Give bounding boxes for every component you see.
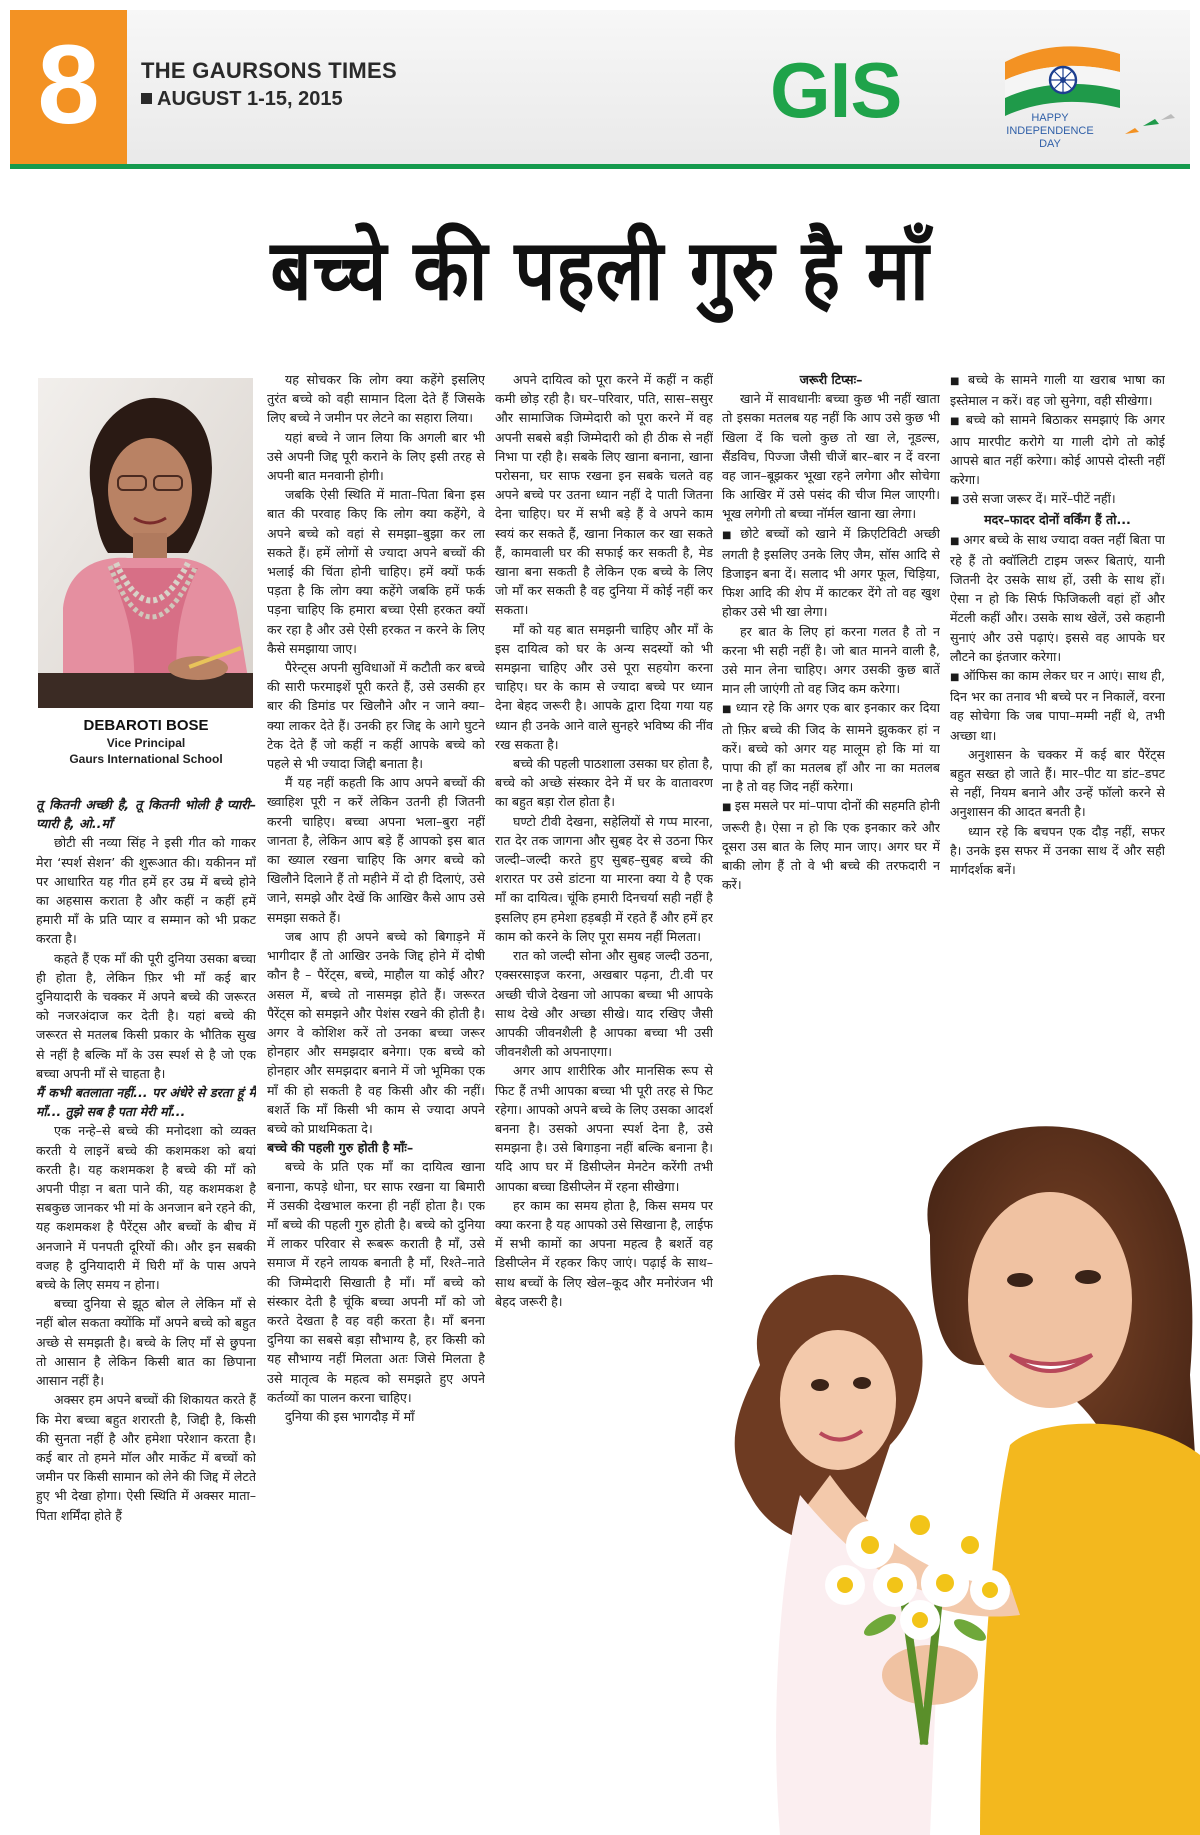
- masthead: [141, 57, 397, 113]
- paragraph: मैं यह नहीं कहती कि आप अपने बच्चों की ख्वाहिश पूरी न करें लेकिन उतनी ही जितनी करनी चाहिए। बच्चा अपना भला–बुरा नहीं जानता है, लेकिन आप बड़े हैं आपको इस बात का ख्याल रखना चाहिए कि अगर बच्चे को खिलौने दिलाने हैं तो महीने में दो ही दिलाएं, उसे जाने, समझे और देखें कि आखिर कैसे आप उसे समझा सकते हैं।: [267, 775, 485, 925]
- paragraph: पैरेन्ट्स अपनी सुविधाओं में कटौती कर बच्चे की सारी फरमाइशें पूरी करते हैं, उसे उसकी हर बार की डिमांड पर खिलौने और न जाने क्या–क्या लाकर देते हैं। उनकी हर जिद्द के आगे घुटने टेक देते हैं जो कहीं न कहीं आपके बच्चे को पहले से भी ज्यादा जिद्दी बनाता है।: [267, 660, 485, 772]
- article-headline: बच्चे की पहली गुरु है माँ: [270, 221, 930, 319]
- author-name: DEBAROTI BOSE: [83, 717, 209, 734]
- paragraph: दुनिया की इस भागदौड़ में माँ: [285, 1408, 415, 1424]
- song-quote: मैं कभी बतलाता नहीं... पर अंधेरे से डरता हूं मैं माँ... तुझे सब है पता मेरी माँ...: [36, 1085, 256, 1120]
- article-column-2: [267, 370, 485, 1835]
- paragraph: घण्टो टीवी देखना, सहेलियों से गप्प मारना, रात देर तक जागना और सुबह देर से उठना फिर जल्दी–जल्दी करते हुए सुबह–सुबह बच्चे की शरारत पर उसे डांटना या मारना क्या ये है एक माँ का दायित्व। चूंकि हमारी दिनचर्या सही नहीं है इसलिए हम हमेशा हड़बड़ी में रहते हैं और हमें हर काम को करने के लिए पूरा समय नहीं मिलता।: [495, 813, 713, 944]
- tip-item: ■ ऑफिस का काम लेकर घर न आएं। साथ ही, दिन भर का तनाव भी बच्चे पर न निकालें, वरना वह सोचेगा कि जब पापा–मम्मी नहीं थे, तभी अच्छा था।: [950, 666, 1165, 745]
- paragraph: हर काम का समय होता है, किस समय पर क्या करना है यह आपको उसे सिखाना है, लाईफ में सभी कामों का अपना महत्व है बशर्ते वह डिसीप्लेन में रहकर किए जाएं। पढ़ाई के साथ–साथ बच्चों के लिए खेल–कूद और मनोरंजन भी बेहद जरूरी है।: [495, 1197, 713, 1309]
- article-column-5: [950, 370, 1165, 1060]
- paragraph: एक नन्हे–से बच्चे की मनोदशा को व्यक्त करती ये लाइनें बच्चे की कशमकश को बयां करती है। यह कशमकश है बच्चे की माँ को अपनी पीड़ा न बता पाने की, यह कशमकश है सबकुछ जानकर भी मां के अनजान बने रहने की, यह कशमकश है पैरेंट्स और बच्चों के बीच में अनजाने में पनपती दूरियों की। और इन सबकी वजह है दुनियादारी में घिरी माँ के पास अपने बच्चे के लिए समय न होना।: [36, 1123, 256, 1293]
- tip-item: ■ उसे सजा जरूर दें। मारें–पीटें नहीं।: [950, 489, 1165, 510]
- mother-child-photo: [680, 1115, 1200, 1835]
- tip-item: ■ बच्चे को सामने बिठाकर समझाएं कि अगर आप मारपीट करोगे या गाली दोगे तो कोई आपसे बात नहीं करेगा। कोई आपसे दोस्ती नहीं करेगा।: [950, 410, 1165, 489]
- tip-item: ■ इस मसले पर मां–पापा दोनों की सहमति होनी जरूरी है। ऐसा न हो कि एक इनकार करे और दूसरा उस बात के लिए मान जाए। अगर घर में बाकी लोग हैं तो वे भी बच्चे की तरफदारी न करें।: [722, 796, 940, 894]
- paragraph: बच्चे की पहली पाठशाला उसका घर होता है, बच्चे को अच्छे संस्कार देने में घर के वातावरण का बहुत बड़ा रोल होता है।: [495, 756, 713, 810]
- paragraph: खाने में सावधानीः बच्चा कुछ भी नहीं खाता तो इसका मतलब यह नहीं कि आप उसे कुछ भी खिला दें कि चलो कुछ तो खा ले, नूडल्स, सैंडविच, पिज्जा जैसी चीजें बार–बार न दें वरना वह जान–बूझकर भूखा रहने लगेगा और सोचेगा कि आखिर में उसे पसंद की चीज मिल जाएगी। भूख लगेगी तो बच्चा नॉर्मल खाना खा लेगा।: [722, 391, 940, 522]
- paragraph: बच्चा दुनिया से झूठ बोल ले लेकिन माँ से नहीं बोल सकता क्योंकि माँ अपने बच्चे को बहुत अच्छे से समझती है। बच्चे के लिए माँ से छुपना तो आसान है लेकिन किसी बात का छिपाना आसान नहीं है।: [36, 1296, 256, 1389]
- paper-name: THE GAURSONS TIMES: [141, 58, 397, 83]
- issue-date: AUGUST 1-15, 2015: [157, 88, 343, 110]
- subheading: बच्चे की पहली गुरु होती है माँः–: [267, 1140, 414, 1156]
- badge-line-day: DAY: [1039, 138, 1061, 150]
- page-header: [10, 10, 1190, 168]
- author-photo: [38, 378, 253, 708]
- tip-item: ■ अगर बच्चे के साथ ज्यादा वक्त नहीं बिता पा रहे हैं तो क्वॉलिटी टाइम जरूर बिताएं, यानी जितनी देर उसके साथ हों, उसी के साथ हों। ऐसा न हो कि सिर्फ फिजिकली वहां हों और मेंटली कहीं और। उसके साथ खेलें, उसे कहानी सुनाएं और उसे पढ़ाएं। इससे वह आपके घर लौटने का इंतजार करेगा।: [950, 530, 1165, 666]
- author-school: Gaurs International School: [69, 752, 223, 766]
- paragraph: अपने दायित्व को पूरा करने में कहीं न कहीं कमी छोड़ रही है। घर–परिवार, पति, सास–ससुर और सामाजिक जिम्मेदारी को पूरा करने में वह अपनी सबसे बड़ी जिम्मेदारी को ही ठीक से नहीं निभा पा रही है। सबके लिए खाना बनाना, खाना परोसना, घर साफ रखना इन सबके चलते वह अपने बच्चे पर उतना ध्यान नहीं दे पाती जितना देना चाहिए। घर में सभी बड़े हैं वे अपने काम स्वयं कर सकते हैं, खाना निकाल कर खा सकते हैं, कामवाली घर की सफाई कर सकती है, मेड खाना बना सकती है लेकिन एक बच्चे के लिए जो माँ कर सकती है वह दुनिया में कोई नहीं कर सकता।: [495, 372, 713, 618]
- paragraph: ध्यान रहे कि बचपन एक दौड़ नहीं, सफर है। उनके इस सफर में उनका साथ दें और सही मार्गदर्शक बनें।: [950, 823, 1165, 878]
- page-number: 8: [10, 10, 127, 168]
- paragraph: जब आप ही अपने बच्चे को बिगाड़ने में भागीदार हैं तो आखिर उनके जिद्द होने में दोषी कौन है – पैरेंट्स, बच्चे, माहौल या कोई और? असल में, बच्चे तो नासमझ होते हैं। जरूरत पैरेंट्स को समझने और पेशंस रखने की होती है। अगर वे कोशिश करें तो उनका बच्चा जरूर होनहार और समझदार बनेगा। एक बच्चे को होनहार और समझदार बनाने में जो भूमिका एक माँ की हो सकती है वह किसी और की नहीं। बशर्ते कि माँ किसी भी काम से ज्यादा अपने बच्चे को प्राथमिकता दे।: [267, 928, 485, 1136]
- paragraph: अगर आप शारीरिक और मानसिक रूप से फिट हैं तभी आपका बच्चा भी पूरी तरह से फिट रहेगा। आपको अपने बच्चे के लिए उसका आदर्श बनना है। उसको अपना स्पर्श देना है, उसे समझना है। उसे बिगाड़ना नहीं बल्कि बनाना है। यदि आप घर में डिसीप्लेन मेनटेन करेंगी तभी आपका बच्चा डिसीप्लेन में रहना सीखेगा।: [495, 1063, 713, 1194]
- paragraph: अक्सर हम अपने बच्चों की शिकायत करते हैं कि मेरा बच्चा बहुत शरारती है, जिद्दी है, किसी की सुनता नहीं है और हमेशा परेशान करता है। कई बार तो हमने मॉल और मार्केट में बच्चों को जमीन पर किसी सामान को लेने की जिद्द में लेटते हुए भी देखा होगा। ऐसी स्थिति में अक्सर माता–पिता शर्मिंदा होते हैं: [36, 1392, 256, 1523]
- square-bullet-icon: [141, 93, 152, 104]
- tip-item: ■ ध्यान रहे कि अगर एक बार इनकार कर दिया तो फ़िर बच्चे की जिद के सामने झुककर हां न करें। बच्चे को अगर यह मालूम हो कि मां या पापा की हाँ का मतलब हाँ और ना का मतलब ना है तो वह जिद नहीं करेगा।: [722, 698, 940, 796]
- paragraph: माँ को यह बात समझनी चाहिए और माँ के इस दायित्व को घर के अन्य सदस्यों को भी समझना चाहिए और उसे पूरा सहयोग करना चाहिए। घर के काम से ज्यादा बच्चे पर ध्यान देना बेहद जरूरी है। आपके द्वारा दिया गया यह ध्यान ही उनके आने वाले सुनहरे भविष्य की नींव रख सकता है।: [495, 621, 713, 752]
- tips-heading: जरूरी टिप्सः–: [799, 372, 863, 387]
- issue-date-line: [141, 85, 397, 113]
- song-quote: तू कितनी अच्छी है, तू कितनी भोली है प्यारी–प्यारी है, ओ..माँ: [36, 797, 256, 832]
- tip-item: ■ बच्चे के सामने गाली या खराब भाषा का इस्तेमाल न करें। वह जो सुनेगा, वही सीखेगा।: [950, 370, 1165, 410]
- badge-line-happy: HAPPY: [1031, 112, 1069, 124]
- subheading: मदर–फादर दोनों वर्किंग हैं तो...: [984, 512, 1131, 528]
- article-column-1: [36, 795, 256, 1835]
- article-column-4: [722, 370, 940, 1115]
- paragraph: हर बात के लिए हां करना गलत है तो न करना भी सही नहीं है। जो बात मानने वाली है, उसे मान लेना चाहिए। अगर उसकी कुछ बातें मान ली जाएंगी तो वह जिद कम करेगा।: [722, 623, 940, 697]
- paragraph: रात को जल्दी सोना और सुबह जल्दी उठना, एक्सरसाइज करना, अखबार पढ़ना, टी.वी पर अच्छी चीजे देखना जो आपका बच्चा भी आपके साथ देखे और अच्छा सीखे। याद रखिए जैसी आपकी जीवनशैली है आपका बच्चा भी उसी जीवनशैली को अपनाएगा।: [495, 948, 713, 1060]
- author-role: Vice Principal: [106, 736, 186, 750]
- independence-day-badge: [985, 24, 1185, 164]
- badge-caption: [985, 112, 1115, 151]
- paragraph: कहते हैं एक माँ की पूरी दुनिया उसका बच्चा ही होता है, लेकिन फ़िर भी माँ कई बार दुनियादारी के चक्कर में अपने बच्चे की जरूरत को नजरअंदाज कर देती है। यहां बच्चे की जरूरत से मतलब किसी प्रकार के भौतिक सुख से नहीं है बल्कि माँ के उस स्पर्श से है जो एक बच्चा अपनी माँ से चाहता है।: [36, 950, 256, 1081]
- tip-item: ■ छोटे बच्चों को खाने में क्रिएटिविटी अच्छी लगती है इसलिए उनके लिए जैम, सॉस आदि से डिजाइन बना दें। सलाद भी अगर फूल, चिड़िया, फिश आदि की शेप में काटकर देंगे तो वह खुश होकर उसे भी खा लेगा।: [722, 524, 940, 622]
- header-divider: [10, 164, 1190, 169]
- paragraph: यहां बच्चे ने जान लिया कि अगली बार भी उसे अपनी जिद्द पूरी कराने के लिए इसी तरह से अपनी बात मनवानी होगी।: [267, 429, 485, 484]
- paragraph: जबकि ऐसी स्थिति में माता–पिता बिना इस बात की परवाह किए कि लोग क्या कहेंगे, वे अपने बच्चे को वहां से समझा–बुझा कर ला सकते हैं। हमें लोगों से ज्यादा अपने बच्चों की भलाई की चिंता होनी चाहिए। हमें क्यों फर्क पड़ता है कि लोग क्या कहेंगे जबकि हमें फर्क पड़ना चाहिए कि हमारा बच्चा ऐसी हरकत क्यों कर रहा है और उसे ऐसी हरकत न करने के लिए कैसे समझाया जाए।: [267, 487, 485, 656]
- paragraph: अनुशासन के चक्कर में कई बार पैरेंट्स बहुत सख्त हो जाते हैं। मार–पीट या डांट–डपट से नहीं, नियम बनाने और उन्हें फॉलो करने से अनुशासन की आदत बनती है।: [950, 746, 1165, 820]
- paragraph: छोटी सी नव्या सिंह ने इसी गीत को गाकर मेरा ‘स्पर्श सेशन’ की शुरूआत की। यकीनन माँ पर आधारित यह गीत हमें हर उम्र में बच्चे होने का अहसास कराता है और कहीं न कहीं हमें हमारी माँ के प्रति प्यार व सम्मान को भी प्रकट करता है।: [36, 835, 256, 947]
- author-caption: [36, 716, 256, 767]
- badge-line-independence: INDEPENDENCE: [1006, 125, 1094, 137]
- paragraph: यह सोचकर कि लोग क्या कहेंगे इसलिए तुरंत बच्चे को वही सामान दिला देते हैं जिसके लिए बच्चे ने जमीन पर लेटने का सहारा लिया।: [267, 372, 485, 426]
- section-logo: GIS: [770, 46, 902, 134]
- paragraph: बच्चे के प्रति एक माँ का दायित्व खाना बनाना, कपड़े धोना, घर साफ रखना या बिमारी में उसकी देखभाल करना ही नहीं होता है। एक माँ बच्चे की पहली गुरु होती है। बच्चे को दुनिया में लाकर परिवार से रूबरू कराती है माँ, उसे समाज में रहने लायक बनाती है माँ, रिश्ते–नाते की जिम्मेदारी सिखाती है माँ। माँ बच्चे को संस्कार देती है चूंकि बच्चा अपनी माँ को जो करते देखता है वह वही करता है। माँ बनना दुनिया का सबसे बड़ा सौभाग्य है, हर किसी को यह सौभाग्य नहीं मिलता अतः जिसे मिलता है उसे मातृत्व के महत्व को समझते हुए अपने कर्तव्यों का पालन करना चाहिए।: [267, 1159, 485, 1405]
